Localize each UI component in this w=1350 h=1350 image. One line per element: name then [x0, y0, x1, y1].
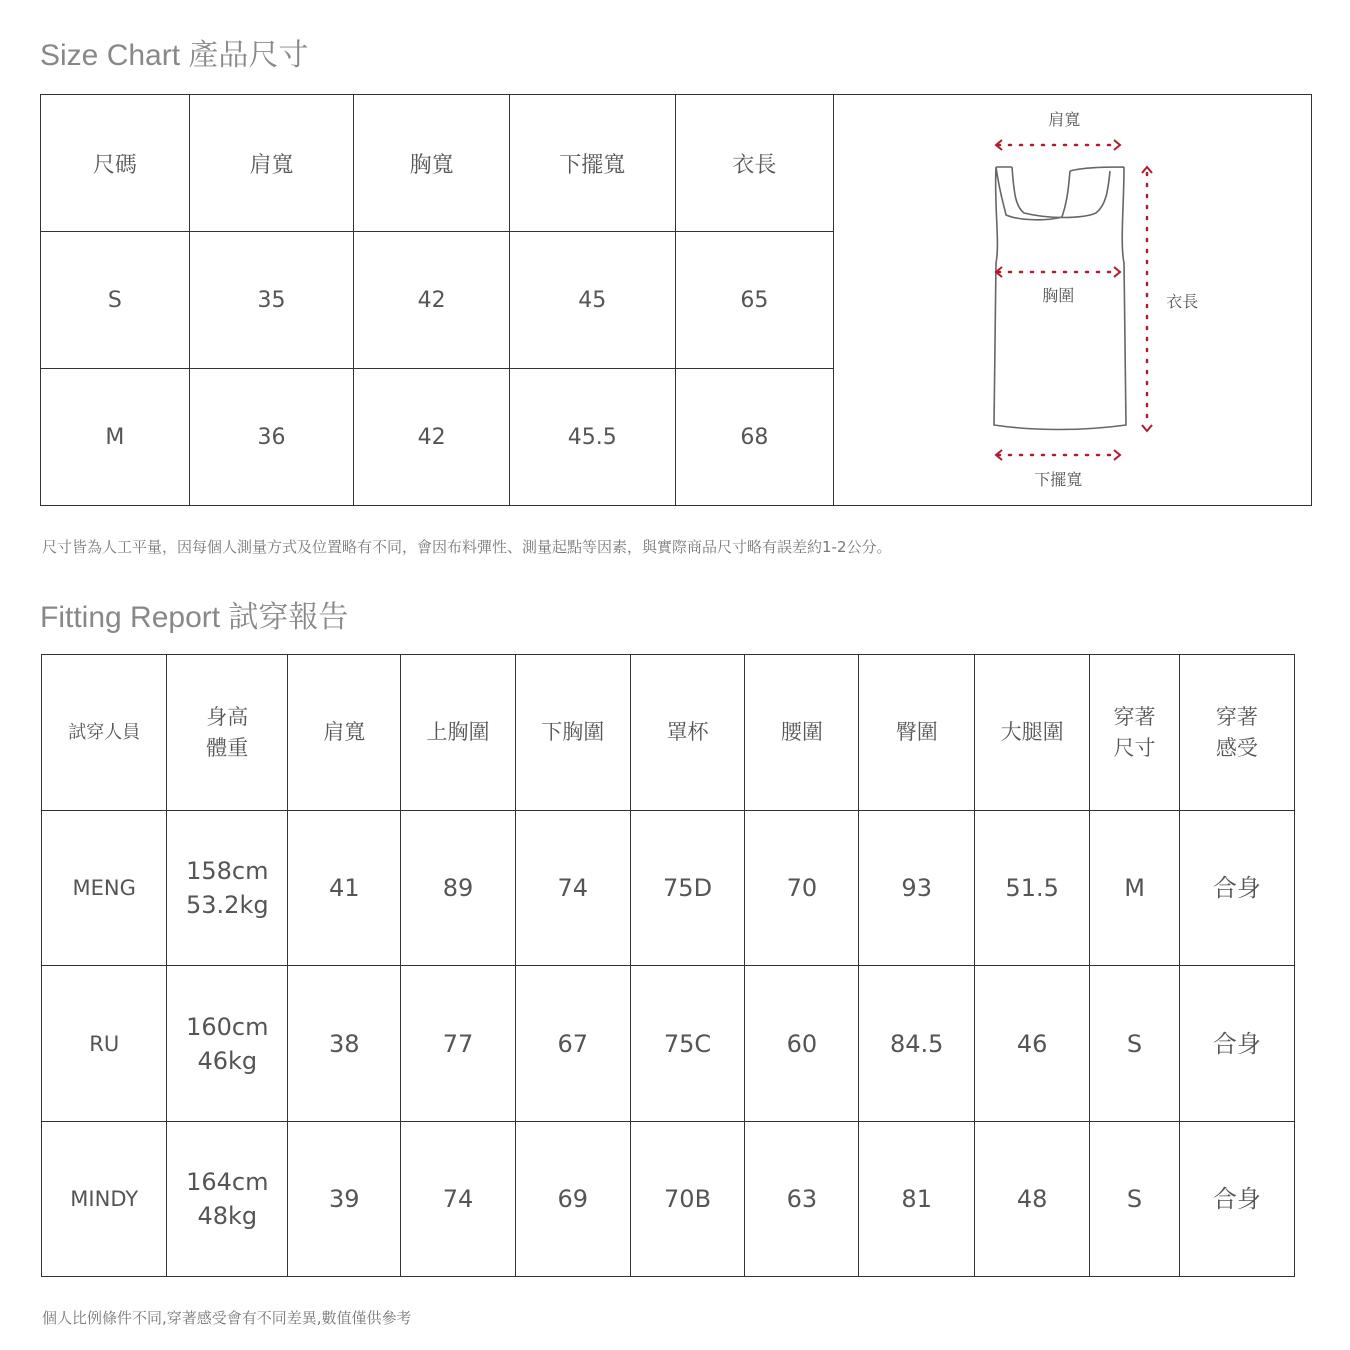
hem-label: 下擺寬: [1034, 470, 1083, 489]
fit-weight: 53.2kg: [186, 891, 269, 920]
tank-top-diagram: [834, 95, 1312, 505]
size-header-cell: 衣長: [675, 95, 834, 232]
fit-cell: 75C: [630, 966, 744, 1121]
size-header-row: [41, 95, 1312, 232]
shoulder-arrow: [996, 140, 1120, 150]
fit-height: 158cm: [186, 857, 269, 886]
size-cell: 45: [509, 232, 675, 369]
size-header-cell: 尺碼: [41, 95, 190, 232]
fit-cell: 合身: [1179, 811, 1294, 966]
fit-cell: S: [1090, 1121, 1179, 1276]
size-cell: M: [41, 369, 190, 506]
fit-header-cell: 罩杯: [630, 655, 744, 811]
fit-header-cell: [167, 655, 288, 811]
fitting-report-note: 個人比例條件不同,穿著感受會有不同差異,數值僅供參考: [42, 1309, 412, 1327]
fit-header-cell: [1179, 655, 1294, 811]
chest-label: 胸圍: [1042, 286, 1075, 305]
size-cell: 45.5: [509, 369, 675, 506]
fit-cell: 74: [515, 811, 630, 966]
fit-header-line: 身高: [206, 704, 249, 729]
fit-height: 164cm: [186, 1167, 269, 1196]
fit-row-meng: [42, 811, 1295, 966]
fit-header-cell: 大腿圍: [974, 655, 1089, 811]
fit-cell: 70: [745, 811, 859, 966]
size-cell: 42: [354, 232, 510, 369]
fit-cell: 84.5: [859, 966, 974, 1121]
size-header-cell: 下擺寬: [509, 95, 675, 232]
size-cell: 36: [189, 369, 354, 506]
fit-header-line: 穿著: [1113, 704, 1156, 729]
fit-height-weight-cell: [167, 811, 288, 966]
fit-cell: 67: [515, 966, 630, 1121]
hem-arrow: [996, 450, 1120, 460]
fit-name-cell: MENG: [42, 811, 167, 966]
fit-cell: 48: [974, 1121, 1089, 1276]
fit-header-cell: 肩寬: [288, 655, 401, 811]
garment-diagram: [834, 95, 1312, 506]
fit-cell: 69: [515, 1121, 630, 1276]
fit-height: 160cm: [186, 1012, 269, 1041]
size-cell: 35: [189, 232, 354, 369]
fitting-report-table: [41, 654, 1295, 1277]
fit-row-mindy: [42, 1121, 1295, 1276]
fitting-report-title: Fitting Report 試穿報告: [40, 601, 349, 634]
fit-weight: 48kg: [197, 1201, 258, 1230]
fit-cell: 39: [288, 1121, 401, 1276]
fit-cell: 63: [745, 1121, 859, 1276]
fit-cell: 81: [859, 1121, 974, 1276]
size-chart-table: [40, 94, 1312, 506]
fit-cell: 75D: [630, 811, 744, 966]
size-chart-note: 尺寸皆為人工平量，因每個人測量方式及位置略有不同，會因布料彈性、測量起點等因素，與實際商品尺寸略有誤差約1-2公分。: [42, 538, 892, 556]
fit-cell: S: [1090, 966, 1179, 1121]
size-cell: 65: [675, 232, 834, 369]
fit-header-cell: 試穿人員: [42, 655, 167, 811]
fit-cell: 38: [288, 966, 401, 1121]
fit-height-weight-cell: [167, 966, 288, 1121]
size-cell: S: [41, 232, 190, 369]
fit-header-cell: 上胸圍: [401, 655, 515, 811]
fit-row-ru: [42, 966, 1295, 1121]
fit-cell: 46: [974, 966, 1089, 1121]
fit-header-row: [42, 655, 1295, 811]
fit-cell: 合身: [1179, 1121, 1294, 1276]
fit-name-cell: MINDY: [42, 1121, 167, 1276]
length-label: 衣長: [1166, 292, 1199, 311]
fit-height-weight-cell: [167, 1121, 288, 1276]
fit-cell: 93: [859, 811, 974, 966]
size-header-cell: 肩寬: [189, 95, 354, 232]
fit-cell: 89: [401, 811, 515, 966]
fit-cell: 60: [745, 966, 859, 1121]
chest-arrow: [996, 267, 1120, 277]
fit-cell: 74: [401, 1121, 515, 1276]
fit-cell: 70B: [630, 1121, 744, 1276]
size-cell: 42: [354, 369, 510, 506]
size-header-cell: 胸寬: [354, 95, 510, 232]
fit-header-cell: [1090, 655, 1179, 811]
fit-cell: 合身: [1179, 966, 1294, 1121]
fit-name-cell: RU: [42, 966, 167, 1121]
fit-header-cell: 腰圍: [745, 655, 859, 811]
fit-header-line: 體重: [206, 735, 249, 760]
size-chart-title: Size Chart 產品尺寸: [40, 39, 309, 72]
shoulder-label: 肩寬: [1048, 110, 1081, 129]
fit-header-line: 感受: [1215, 735, 1258, 760]
length-arrow: [1142, 167, 1152, 431]
fit-header-cell: 臀圍: [859, 655, 974, 811]
fit-cell: M: [1090, 811, 1179, 966]
fit-cell: 77: [401, 966, 515, 1121]
fit-header-line: 尺寸: [1113, 735, 1156, 760]
fit-weight: 46kg: [197, 1046, 258, 1075]
fit-header-line: 穿著: [1215, 704, 1258, 729]
fit-cell: 51.5: [974, 811, 1089, 966]
fit-cell: 41: [288, 811, 401, 966]
size-cell: 68: [675, 369, 834, 506]
fit-header-cell: 下胸圍: [515, 655, 630, 811]
